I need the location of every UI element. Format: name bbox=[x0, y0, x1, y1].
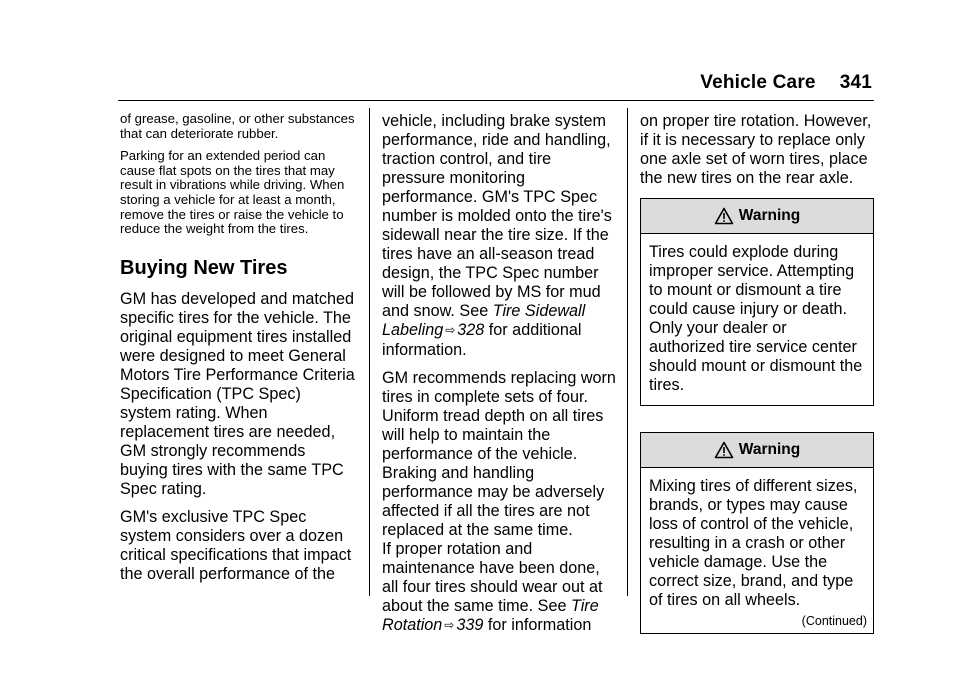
warning-header bbox=[641, 433, 873, 468]
warning-triangle-icon bbox=[714, 441, 734, 459]
paragraph-text: If proper rotation and maintenance have been done, all four tires should wear out at about the same time. See bbox=[382, 540, 603, 615]
warning-triangle-icon bbox=[714, 207, 734, 225]
paragraph bbox=[382, 540, 618, 636]
warning-header bbox=[641, 199, 873, 234]
warning-title: Warning bbox=[738, 441, 801, 458]
warning-box bbox=[640, 198, 874, 406]
paragraph-text: for information bbox=[487, 616, 592, 634]
paragraph-text: for additional information. bbox=[382, 321, 582, 359]
paragraph: GM has developed and matched specific tires for the vehicle. The original equipment tires installed were designed to meet General Motors Tire Performance Criteria Specification (TPC Spec) system rating. When replacement tires are needed, GM strongly recommends buying tires with the same TPC Spec rating. bbox=[120, 289, 355, 498]
column-2 bbox=[382, 112, 618, 645]
reference-arrow-icon: ⇨ bbox=[445, 323, 456, 337]
page-number: 341 bbox=[839, 72, 872, 93]
column-divider bbox=[369, 108, 370, 596]
reference-page[interactable]: 328 bbox=[457, 321, 485, 339]
continued-note: (Continued) bbox=[801, 614, 867, 628]
warning-title: Warning bbox=[738, 207, 801, 224]
column-1 bbox=[120, 112, 356, 593]
header-rule bbox=[118, 100, 874, 101]
reference-page[interactable]: 339 bbox=[456, 616, 484, 634]
paragraph: Parking for an extended period can cause flat spots on the tires that may result in vibrations while driving. When storing a vehicle for at least a month, remove the tires or raise the vehicle to reduce the weight from the tires. bbox=[120, 148, 345, 237]
paragraph: GM's exclusive TPC Spec system considers over a dozen critical specifications that impact the overall performance of the bbox=[120, 507, 352, 583]
paragraph-text: vehicle, including brake system performance, ride and handling, traction control, and tire pressure monitoring performance. GM's TPC Spec number is molded onto the tire's sidewall near the tire size. If the tires have an all-season tread design, the TPC Spec number will be followed by MS for mud and snow. See bbox=[382, 112, 612, 320]
column-3 bbox=[640, 112, 876, 634]
paragraph: of grease, gasoline, or other substances that can deteriorate rubber. bbox=[120, 111, 355, 141]
cross-reference-link[interactable]: Tire Sidewall Labeling bbox=[382, 302, 586, 339]
page-header bbox=[700, 72, 872, 94]
warning-box bbox=[640, 432, 874, 634]
warning-text: Tires could explode during improper service. Attempting to mount or dismount a tire could cause injury or death. Only your dealer or authorized tire service center should mount or dismount the tires. bbox=[649, 243, 863, 394]
cross-reference-link[interactable]: Tire Rotation bbox=[382, 597, 599, 634]
paragraph: on proper tire rotation. However, if it is necessary to replace only one axle set of worn tires, place the new tires on the rear axle. bbox=[640, 112, 872, 187]
paragraph: GM recommends replacing worn tires in complete sets of four. Uniform tread depth on all tires will help to maintain the performance of the vehicle. Braking and handling performance may be adversely affected if all the tires are not replaced at the same time. bbox=[382, 369, 616, 539]
paragraph bbox=[382, 112, 618, 360]
column-divider bbox=[627, 108, 628, 596]
warning-text: Mixing tires of different sizes, brands, or types may cause loss of control of the vehicle, resulting in a crash or other vehicle damage. Use the correct size, brand, and type of tires on all wheels. bbox=[649, 477, 858, 609]
section-heading: Buying New Tires bbox=[120, 256, 288, 279]
section-title: Vehicle Care bbox=[700, 72, 816, 93]
reference-arrow-icon: ⇨ bbox=[444, 618, 455, 632]
